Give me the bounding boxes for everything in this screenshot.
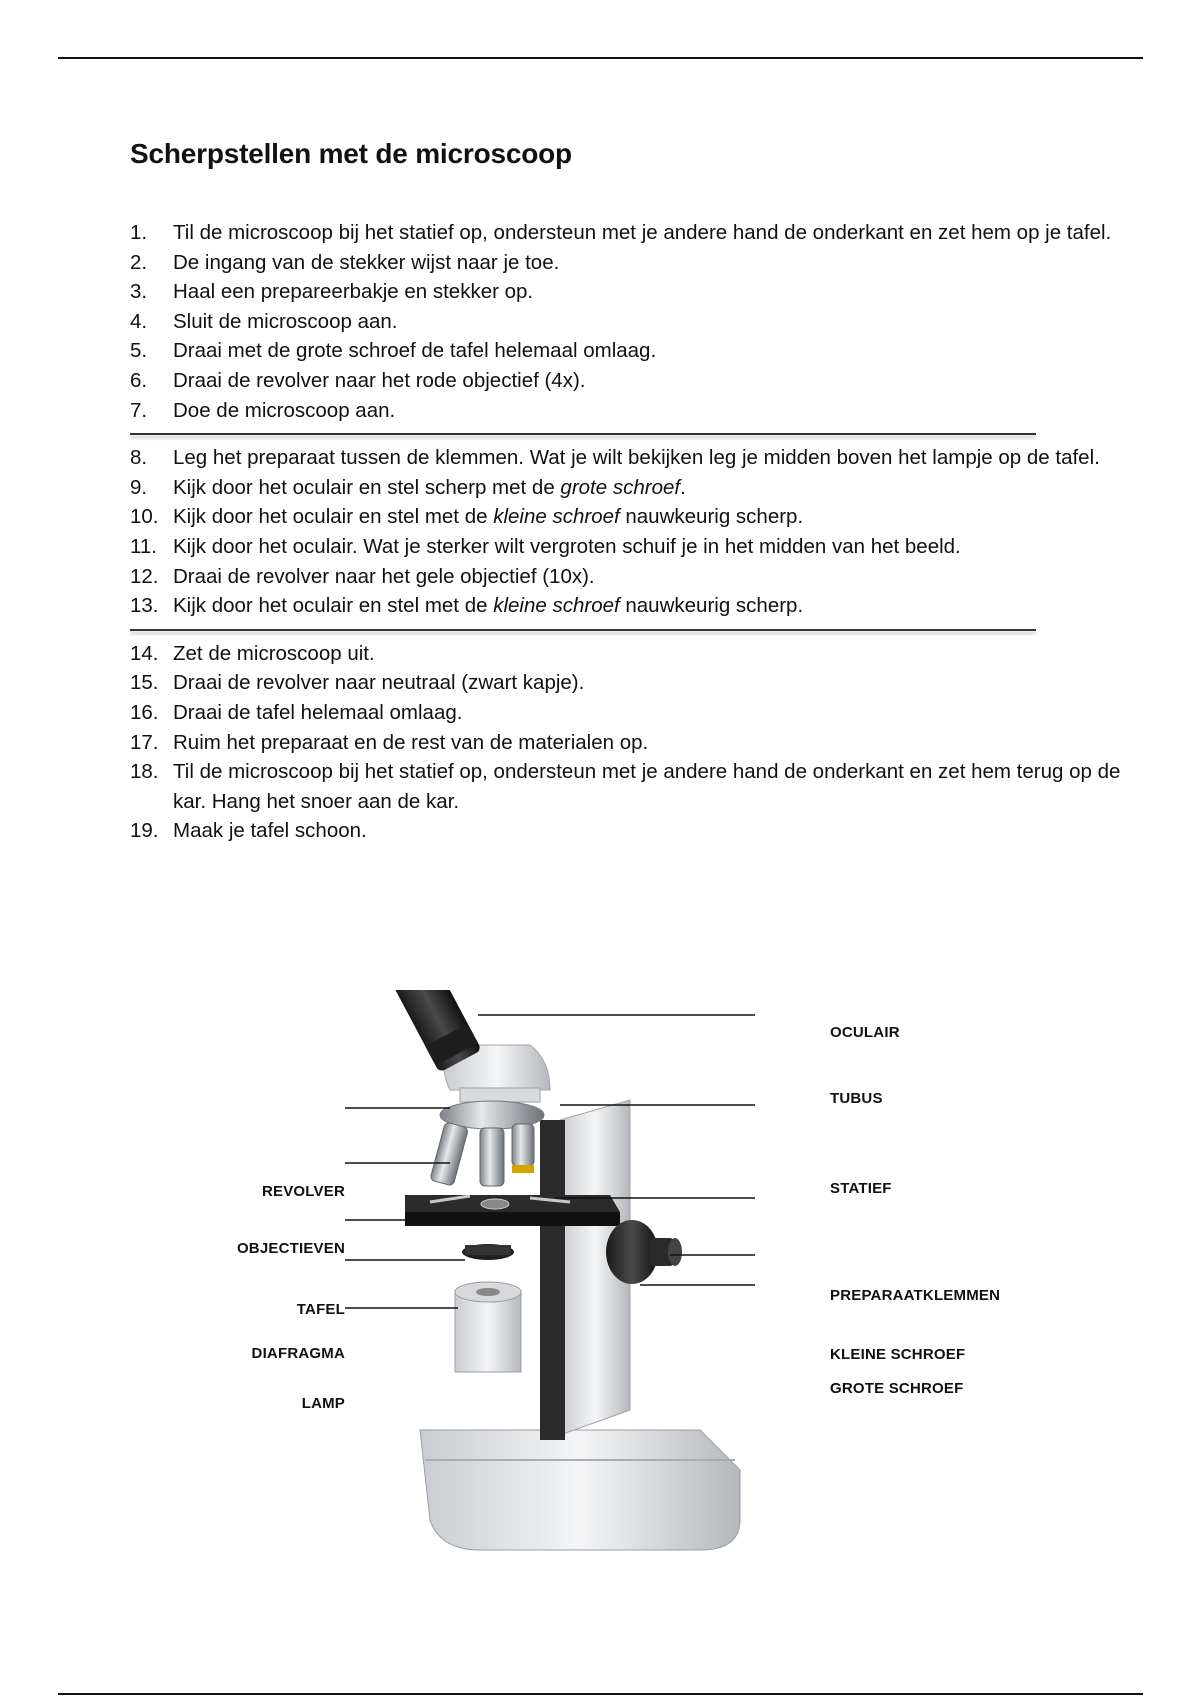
step-text (173, 591, 1130, 621)
label-objectieven: OBJECTIEVEN (236, 1240, 345, 1257)
text-segment: Draai de revolver naar neutraal (zwart kapje). (173, 671, 585, 695)
step-text (173, 502, 1130, 532)
text-segment: Maak je tafel schoon. (173, 819, 367, 843)
step-text (173, 366, 1130, 396)
label-lamp: LAMP (301, 1395, 345, 1412)
list-item (130, 218, 1130, 248)
list-item (130, 728, 1130, 758)
text-segment: Kijk door het oculair en stel scherp met de (173, 475, 561, 499)
step-text (173, 443, 1130, 473)
step-text (173, 473, 1130, 503)
step-number: 6. (130, 368, 148, 392)
step-text (173, 248, 1130, 278)
emphasis-text: grote schroef (560, 475, 681, 499)
text-segment: nauwkeurig scherp. (619, 594, 804, 618)
text-segment: nauwkeurig scherp. (619, 505, 804, 529)
step-text (173, 816, 1130, 846)
page-title: Scherpstellen met de microscoop (130, 138, 572, 169)
list-item (130, 591, 1130, 621)
step-number: 12. (130, 564, 159, 588)
list-item (130, 366, 1130, 396)
step-text (173, 336, 1130, 366)
list-item (130, 668, 1130, 698)
step-number: 18. (130, 760, 159, 784)
step-number: 14. (130, 641, 159, 665)
list-item (130, 532, 1130, 562)
list-item (130, 562, 1130, 592)
text-segment: Draai de revolver naar het rode objectief (4x). (173, 368, 586, 392)
footer-rule (58, 1693, 1143, 1695)
step-text (173, 532, 1130, 562)
step-number: 3. (130, 280, 148, 304)
label-tafel: TAFEL (296, 1301, 345, 1318)
text-segment: Haal een prepareerbakje en stekker op. (173, 280, 534, 304)
step-text (173, 307, 1130, 337)
list-item (130, 443, 1130, 473)
list-item (130, 816, 1130, 846)
step-text (173, 639, 1130, 669)
microscope-figure (230, 990, 1050, 1580)
text-segment: Draai de revolver naar het gele objectief (10x). (173, 564, 595, 588)
text-segment: Zet de microscoop uit. (173, 641, 375, 665)
step-text (173, 757, 1130, 816)
text-segment: Ruim het preparaat en de rest van de materialen op. (173, 730, 649, 754)
step-number: 4. (130, 309, 148, 333)
step-text (173, 218, 1130, 248)
label-preparaatklemmen: PREPARAATKLEMMEN (830, 1287, 1001, 1304)
step-number: 13. (130, 594, 159, 618)
list-item (130, 248, 1130, 278)
step-text (173, 668, 1130, 698)
step-number: 5. (130, 339, 148, 363)
step-text (173, 698, 1130, 728)
step-text (173, 396, 1130, 426)
label-kleine-schroef: KLEINE SCHROEF (830, 1346, 966, 1363)
emphasis-text: kleine schroef (493, 594, 620, 618)
text-segment: Leg het preparaat tussen de klemmen. Wat je wilt bekijken leg je midden boven het lampje op de tafel. (173, 446, 1100, 470)
emphasis-text: kleine schroef (493, 505, 620, 529)
text-segment: Kijk door het oculair en stel met de (173, 594, 494, 618)
section-separator (130, 629, 1036, 631)
list-item (130, 277, 1130, 307)
step-number: 11. (130, 534, 157, 558)
microscope-illustration (230, 990, 1050, 1580)
list-item (130, 698, 1130, 728)
list-item (130, 473, 1130, 503)
label-grote-schroef: GROTE SCHROEF (830, 1380, 964, 1397)
step-text (173, 728, 1130, 758)
step-number: 8. (130, 446, 148, 470)
header-rule (58, 57, 1143, 59)
step-number: 16. (130, 700, 159, 724)
list-item (130, 396, 1130, 426)
step-number: 1. (130, 221, 148, 244)
label-oculair: OCULAIR (830, 1024, 900, 1041)
list-item (130, 502, 1130, 532)
text-segment: Draai de tafel helemaal omlaag. (173, 700, 463, 724)
step-number: 19. (130, 819, 159, 843)
list-item (130, 639, 1130, 669)
text-segment: Til de microscoop bij het statief op, ondersteun met je andere hand de onderkant en zet hem op je tafel. (173, 221, 1112, 244)
step-text (173, 277, 1130, 307)
step-number: 15. (130, 671, 159, 695)
step-number: 9. (130, 475, 148, 499)
step-number: 2. (130, 250, 148, 274)
section-separator (130, 433, 1036, 435)
label-revolver: REVOLVER (261, 1183, 345, 1200)
text-segment: Til de microscoop bij het statief op, ondersteun met je andere hand de onderkant en zet hem terug op de kar. Hang het snoer aan de kar. (173, 760, 1121, 813)
list-item (130, 307, 1130, 337)
text-segment: Kijk door het oculair en stel met de (173, 505, 494, 529)
step-text (173, 562, 1130, 592)
text-segment: Kijk door het oculair. Wat je sterker wilt vergroten schuif je in het midden van het beeld. (173, 534, 961, 558)
label-diafragma: DIAFRAGMA (251, 1345, 345, 1362)
text-segment: . (680, 475, 686, 499)
label-statief: STATIEF (830, 1180, 892, 1197)
text-segment: Sluit de microscoop aan. (173, 309, 398, 333)
text-segment: De ingang van de stekker wijst naar je toe. (173, 250, 560, 274)
instruction-list (130, 218, 1130, 846)
label-tubus: TUBUS (830, 1090, 883, 1107)
text-segment: Doe de microscoop aan. (173, 398, 396, 422)
text-segment: Draai met de grote schroef de tafel helemaal omlaag. (173, 339, 657, 363)
list-item (130, 757, 1130, 816)
step-number: 7. (130, 398, 148, 422)
step-number: 17. (130, 730, 159, 754)
list-item (130, 336, 1130, 366)
step-number: 10. (130, 505, 159, 529)
